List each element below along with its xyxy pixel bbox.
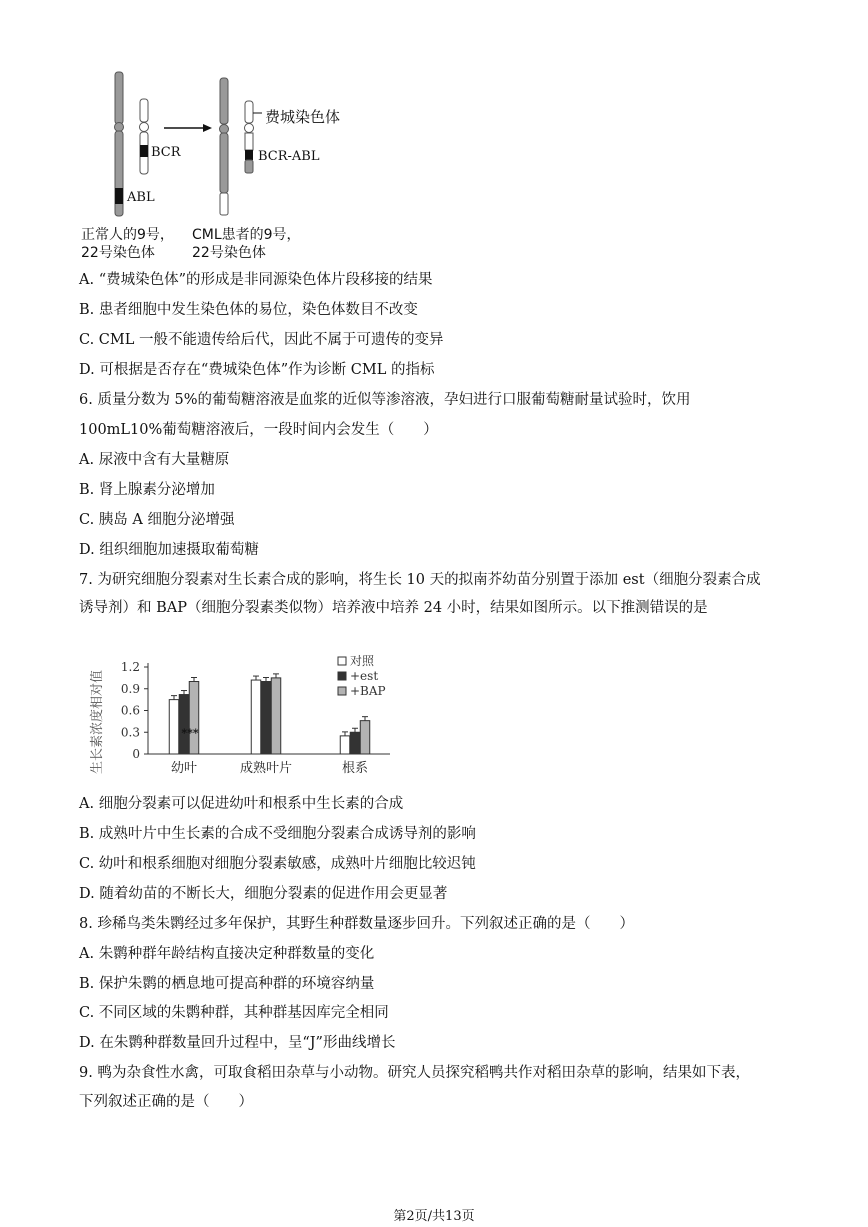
q8-option-a: A. 朱鹮种群年龄结构直接决定种群数量的变化: [79, 946, 375, 962]
y-tick-label: 0.3: [120, 725, 140, 740]
q9-stem-line2: 下列叙述正确的是（ ）: [79, 1094, 253, 1110]
bar: [350, 732, 360, 754]
legend-swatch: [338, 672, 346, 680]
legend-swatch: [338, 657, 346, 665]
x-tick-label: 成熟叶片: [239, 761, 293, 776]
x-tick-label: 幼叶: [170, 761, 198, 776]
bar: [271, 678, 281, 754]
page-footer: 第2页/共13页: [393, 1209, 475, 1224]
y-axis-label: 生长素浓度相对值: [90, 669, 105, 775]
bar: [179, 695, 189, 754]
bar-series: [169, 674, 370, 754]
caption-cml-line2: 22号染色体: [192, 245, 266, 261]
translocation-arrow: [164, 124, 212, 132]
bar: [360, 721, 370, 754]
philadelphia-label: 费城染色体: [265, 108, 341, 126]
normal-chromosome-22: [140, 99, 149, 174]
q5-option-d: D. 可根据是否存在“费城染色体”作为诊断 CML 的指标: [79, 362, 435, 378]
abl-label: ABL: [127, 190, 155, 205]
q7-option-a: A. 细胞分裂素可以促进幼叶和根系中生长素的合成: [79, 796, 404, 812]
q6-option-a: A. 尿液中含有大量糖原: [79, 452, 230, 468]
legend-swatch: [338, 687, 346, 695]
bar: [189, 682, 199, 755]
bar: [340, 736, 350, 754]
q8-option-c: C. 不同区域的朱鹮种群，其种群基因库完全相同: [79, 1005, 389, 1021]
significance-annotation: ***: [181, 726, 199, 740]
normal-chromosome-9: [115, 72, 124, 216]
q6-stem-line1: 6. 质量分数为 5%的葡萄糖溶液是血浆的近似等渗溶液，孕妇进行口服葡萄糖耐量试验时，饮用: [79, 392, 691, 408]
legend-label: 对照: [350, 654, 375, 668]
bar: [169, 700, 179, 754]
legend-label: +BAP: [350, 684, 386, 698]
q7-stem-line2: 诱导剂）和 BAP（细胞分裂素类似物）培养液中培养 24 小时，结果如图所示。以下推测错误的是: [79, 600, 708, 616]
q8-option-d: D. 在朱鹮种群数量回升过程中，呈“J”形曲线增长: [79, 1035, 396, 1051]
q7-stem-line1: 7. 为研究细胞分裂素对生长素合成的影响，将生长 10 天的拟南芥幼苗分别置于添加 est（细胞分裂素合成: [79, 572, 761, 588]
bar: [261, 682, 271, 755]
bcr-label: BCR: [151, 145, 181, 160]
q7-option-d: D. 随着幼苗的不断长大，细胞分裂素的促进作用会更显著: [79, 886, 448, 902]
q8-option-b: B. 保护朱鹮的栖息地可提高种群的环境容纳量: [79, 976, 375, 992]
legend-label: +est: [350, 669, 379, 683]
caption-normal-line1: 正常人的9号，: [81, 227, 174, 243]
q7-option-c: C. 幼叶和根系细胞对细胞分裂素敏感，成熟叶片细胞比较迟钝: [79, 856, 476, 872]
q5-option-b: B. 患者细胞中发生染色体的易位，染色体数目不改变: [79, 302, 418, 318]
x-axis-labels: [171, 760, 368, 776]
q8-stem: 8. 珍稀鸟类朱鹮经过多年保护，其野生种群数量逐步回升。下列叙述正确的是（ ）: [79, 916, 634, 932]
q6-option-d: D. 组织细胞加速摄取葡萄糖: [79, 542, 259, 558]
cml-chromosome-9: [220, 78, 229, 215]
q9-stem-line1: 9. 鸭为杂食性水禽，可取食稻田杂草与小动物。研究人员探究稻鸭共作对稻田杂草的影响，结果如下表，: [79, 1065, 750, 1081]
y-tick-label: 0.6: [120, 703, 140, 718]
chart-legend: [338, 653, 386, 698]
q6-option-c: C. 胰岛 A 细胞分泌增强: [79, 512, 235, 528]
q7-option-b: B. 成熟叶片中生长素的合成不受细胞分裂素合成诱导剂的影响: [79, 826, 476, 842]
q5-option-a: A. “费城染色体”的形成是非同源染色体片段移接的结果: [79, 272, 433, 288]
bcr-abl-label: BCR-ABL: [258, 149, 320, 164]
auxin-bar-chart: [0, 630, 868, 790]
q6-option-b: B. 肾上腺素分泌增加: [79, 482, 215, 498]
q5-option-c: C. CML 一般不能遗传给后代，因此不属于可遗传的变异: [79, 332, 444, 348]
x-tick-label: 根系: [341, 761, 369, 776]
bar: [251, 680, 261, 754]
caption-normal-line2: 22号染色体: [81, 245, 155, 261]
q6-stem-line2: 100mL10%葡萄糖溶液后，一段时间内会发生（ ）: [79, 422, 438, 438]
y-tick-label: 0.9: [120, 681, 140, 696]
y-tick-label: 1.2: [120, 660, 140, 674]
caption-cml-line1: CML患者的9号，: [192, 227, 301, 243]
y-tick-label: 0: [132, 747, 140, 761]
